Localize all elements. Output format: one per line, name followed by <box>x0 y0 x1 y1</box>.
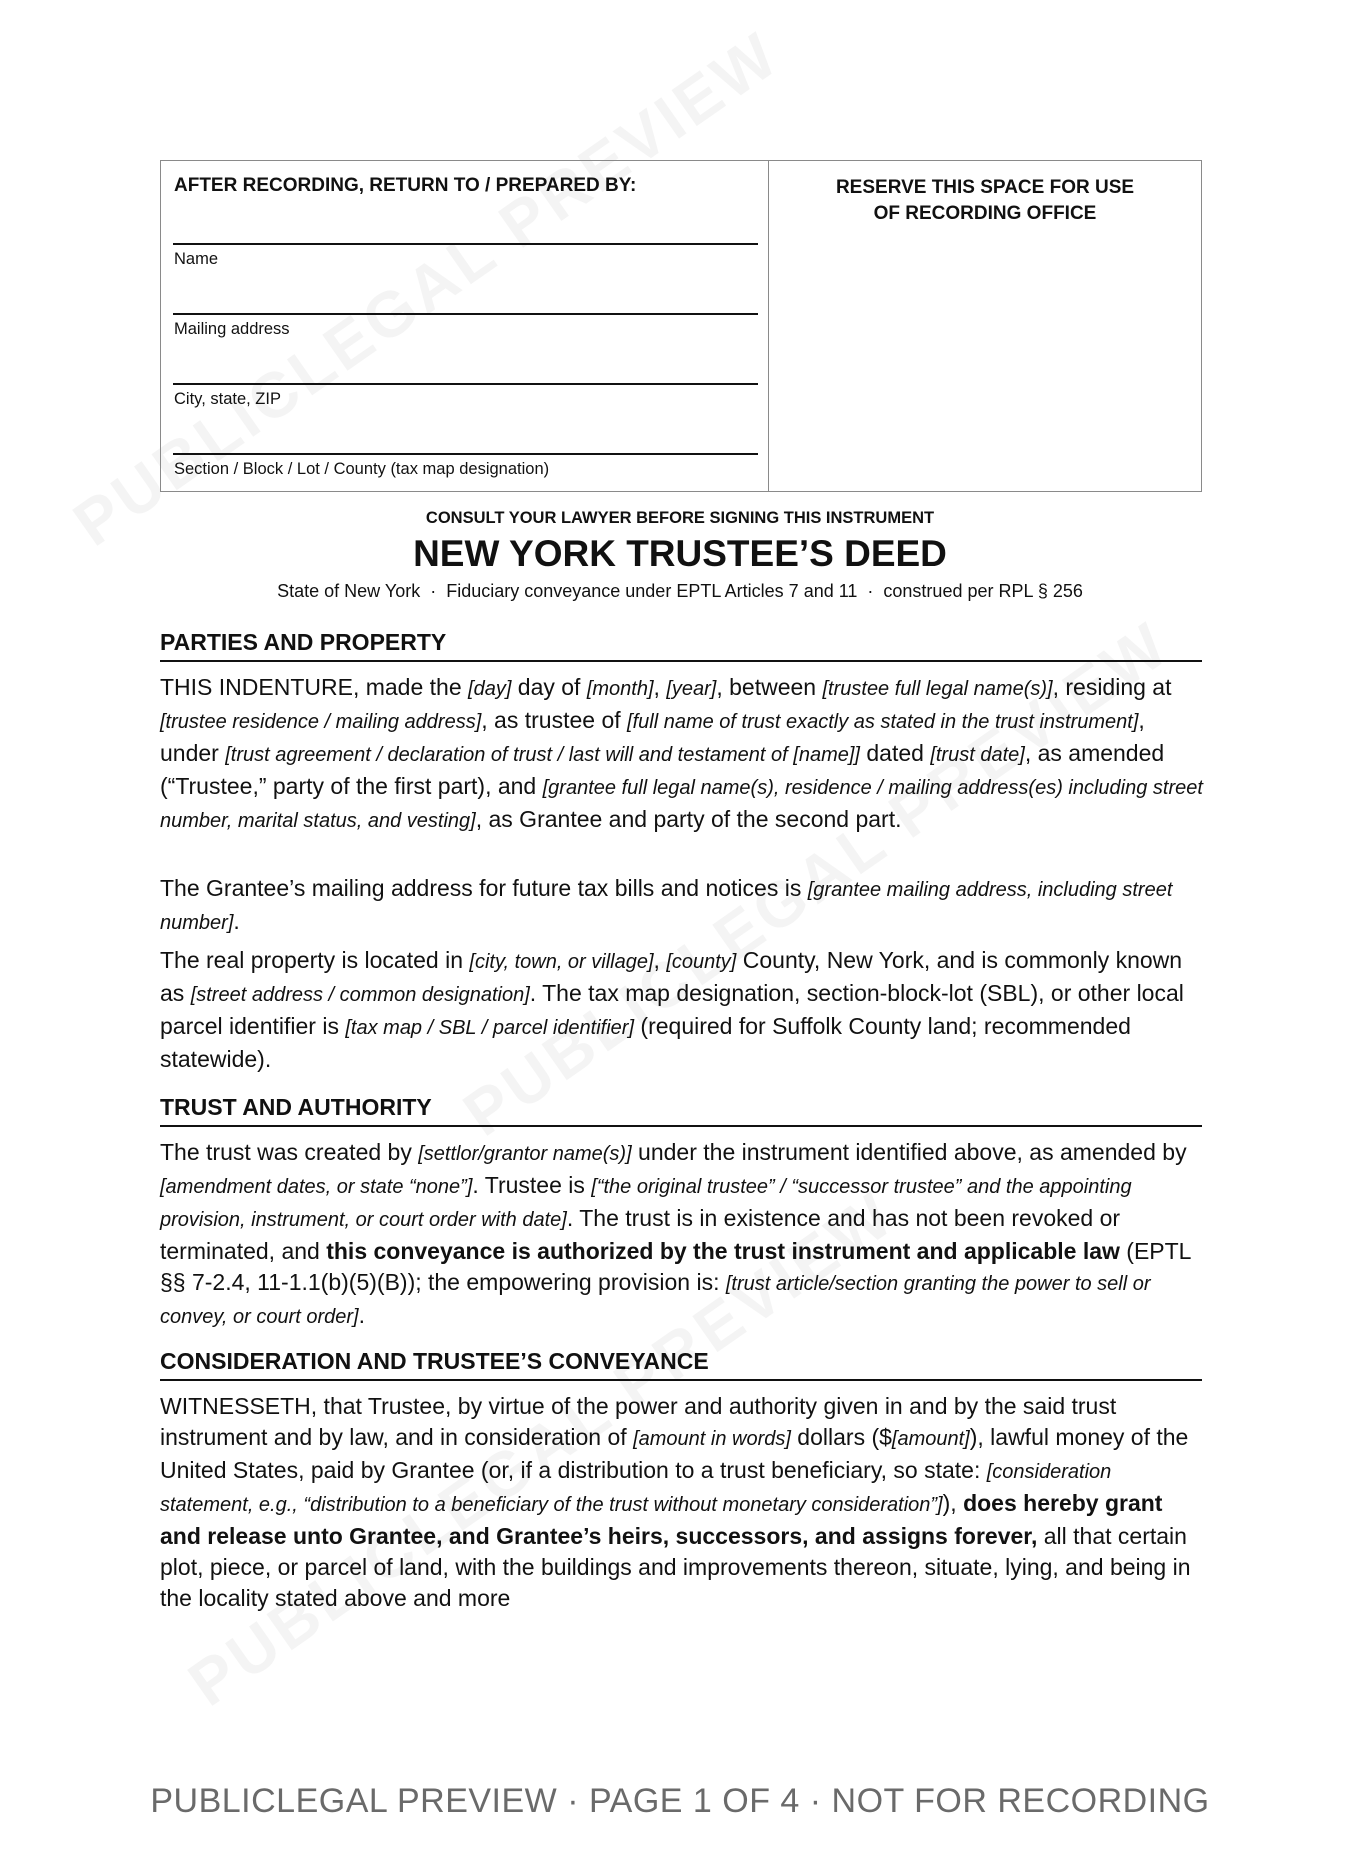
recording-header-box <box>160 160 1202 492</box>
consult-lawyer-notice: CONSULT YOUR LAWYER BEFORE SIGNING THIS INSTRUMENT <box>425 509 935 527</box>
section-heading-consideration: CONSIDERATION AND TRUSTEE’S CONVEYANCE <box>160 1348 1202 1381</box>
return-to-panel <box>161 161 769 491</box>
placeholder-text: [trustee full legal name(s)] <box>822 678 1053 700</box>
mailing-address-field <box>173 313 758 339</box>
body-text: . <box>233 908 240 934</box>
preview-footer: PUBLICLEGAL PREVIEW · PAGE 1 OF 4 · NOT FOR RECORDING <box>150 1782 1210 1820</box>
placeholder-text: [street address / common designation] <box>190 984 530 1006</box>
body-text: under the instrument identified above, as amended by <box>631 1139 1187 1165</box>
body-text: all that certain plot, piece, or parcel of land, with the buildings and improvements thereon, situate, lying, and being in the locality stated above and more <box>160 1523 1191 1611</box>
placeholder-text: [city, town, or village] <box>469 951 654 973</box>
placeholder-text: [“the original trustee” / “successor trustee” and the appointing provision, instrument, or court order with date] <box>160 1176 1132 1231</box>
document-title: NEW YORK TRUSTEE’S DEED <box>413 533 947 574</box>
placeholder-text: [tax map / SBL / parcel identifier] <box>345 1017 635 1039</box>
property-paragraph <box>160 945 1205 1075</box>
body-text: THIS INDENTURE, made the <box>160 674 469 700</box>
field-label: Name <box>174 250 219 268</box>
body-text: . <box>358 1302 365 1328</box>
body-text: dollars ($ <box>790 1424 892 1450</box>
return-to-title: AFTER RECORDING, RETURN TO / PREPARED BY: <box>174 175 637 196</box>
body-text: , between <box>716 674 823 700</box>
emphasized-text: this conveyance is authorized by the trust instrument and applicable law <box>326 1238 1120 1264</box>
placeholder-text: [amount] <box>891 1428 970 1450</box>
placeholder-text: [consideration statement, e.g., “distribution to a beneficiary of the trust without monetary consideration”] <box>160 1461 1112 1516</box>
body-text: dated <box>859 740 931 766</box>
parties-paragraph <box>160 672 1205 837</box>
body-text: day of <box>511 674 587 700</box>
body-text: WITNESSETH, that Trustee, by virtue of the power and authority given in and by the said trust instrument and by law, and in consideration of <box>160 1393 1117 1450</box>
placeholder-text: [year] <box>666 678 717 700</box>
reserve-line: RESERVE THIS SPACE FOR USE <box>835 177 1135 198</box>
body-text: , under <box>160 707 1145 766</box>
grantee-address-paragraph <box>160 873 1205 939</box>
field-label: City, state, ZIP <box>174 390 281 408</box>
body-text: , <box>653 947 667 973</box>
section-heading-trust: TRUST AND AUTHORITY <box>160 1094 1202 1127</box>
body-text: County, New York, and is commonly known as <box>160 947 1183 1006</box>
placeholder-text: [county] <box>666 951 737 973</box>
placeholder-text: [amendment dates, or state “none”] <box>160 1176 473 1198</box>
placeholder-text: [trust agreement / declaration of trust / last will and testament of [name]] <box>225 744 860 766</box>
signature-line <box>173 313 758 315</box>
body-text: , as Grantee and party of the second part. <box>475 806 902 832</box>
trust-authority-paragraph <box>160 1137 1205 1333</box>
body-text: . Trustee is <box>472 1172 592 1198</box>
body-text: The Grantee’s mailing address for future tax bills and notices is <box>160 875 808 901</box>
placeholder-text: [full name of trust exactly as stated in the trust instrument] <box>627 711 1139 733</box>
body-text: The trust was created by <box>160 1139 419 1165</box>
body-text: (required for Suffolk County land; recommended statewide). <box>160 1013 1131 1072</box>
body-text: , as amended (“Trustee,” party of the first part), and <box>160 740 1165 799</box>
field-label: Mailing address <box>174 320 290 338</box>
placeholder-text: [trust date] <box>930 744 1025 766</box>
field-label: Section / Block / Lot / County (tax map designation) <box>174 460 550 478</box>
signature-line <box>173 383 758 385</box>
placeholder-text: [settlor/grantor name(s)] <box>418 1143 632 1165</box>
recording-office-panel <box>769 161 1201 491</box>
body-text: (EPTL §§ 7-2.4, 11-1.1(b)(5)(B)); the empowering provision is: <box>160 1238 1191 1295</box>
placeholder-text: [grantee full legal name(s), residence / mailing address(es) including street number, marital status, and vesting] <box>160 777 1203 832</box>
tax-map-field <box>173 453 758 479</box>
document-subtitle: State of New York · Fiduciary conveyance under EPTL Articles 7 and 11 · construed per RPL § 256 <box>277 581 1083 601</box>
body-text: , residing at <box>1052 674 1172 700</box>
placeholder-text: [trust article/section granting the power to sell or convey, or court order] <box>160 1273 1151 1328</box>
body-text: , <box>653 674 667 700</box>
body-text: . The trust is in existence and has not been revoked or terminated, and <box>160 1205 1121 1264</box>
reserve-line: OF RECORDING OFFICE <box>873 203 1097 224</box>
signature-line <box>173 453 758 455</box>
body-text: ), <box>942 1490 964 1516</box>
body-text: . The tax map designation, section-block-lot (SBL), or other local parcel identifier is <box>160 980 1184 1039</box>
section-heading-parties: PARTIES AND PROPERTY <box>160 629 1202 662</box>
body-text: , as trustee of <box>481 707 628 733</box>
placeholder-text: [trustee residence / mailing address] <box>160 711 482 733</box>
placeholder-text: [amount in words] <box>633 1428 791 1450</box>
conveyance-paragraph <box>160 1391 1205 1614</box>
name-field <box>173 243 758 269</box>
reserve-space-notice <box>769 175 1201 227</box>
placeholder-text: [grantee mailing address, including street number] <box>160 879 1173 934</box>
placeholder-text: [month] <box>586 678 654 700</box>
signature-line <box>173 243 758 245</box>
placeholder-text: [day] <box>468 678 512 700</box>
city-state-zip-field <box>173 383 758 409</box>
body-text: The real property is located in <box>160 947 470 973</box>
body-text: ), lawful money of the United States, paid by Grantee (or, if a distribution to a trust beneficiary, so state: <box>160 1424 1189 1483</box>
emphasized-text: does hereby grant and release unto Grantee, and Grantee’s heirs, successors, and assigns forever, <box>160 1490 1163 1549</box>
